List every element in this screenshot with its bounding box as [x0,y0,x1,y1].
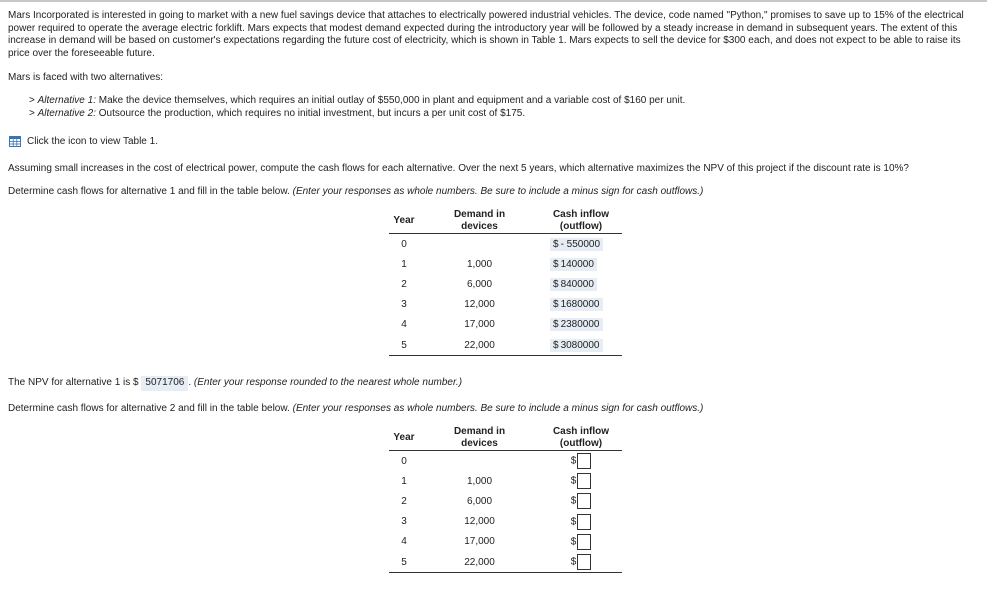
cash-input[interactable] [577,514,591,530]
dollar-sign: $ [570,516,577,528]
alternative-1-label: Alternative 1: [37,95,96,106]
cash-cell [540,335,622,356]
demand-cell [419,234,540,255]
table-row [389,274,622,294]
dollar-sign: $ [553,238,559,250]
alternative-2: > Alternative 2: Outsource the production, which requires no initial investment, but incurs a per unit cost of $175. [29,108,526,119]
cash-input[interactable] [577,493,591,509]
alternative-1: > Alternative 1: Make the device themselves, which requires an initial outlay of $550,000 in plant and equipment and a variable cost of $160 per unit. [29,95,686,106]
cash-cell [540,295,622,315]
cash-cell [540,274,622,294]
view-table-link[interactable] [9,135,158,147]
dollar-sign: $ [553,319,559,331]
cash-flow-table-alt1 [389,209,622,356]
instruction-alt2-main: Determine cash flows for alternative 2 and fill in the table below. [8,403,290,414]
cash-value: 1680000 [560,299,600,311]
cash-input[interactable] [577,473,591,489]
table-row [389,451,622,472]
dollar-sign: $ [570,536,577,548]
demand-cell: 12,000 [464,299,495,311]
table-row [389,512,622,532]
cash-input[interactable] [577,453,591,469]
table-row [389,491,622,511]
cash-value: 840000 [560,278,594,290]
year-header: Year [393,432,415,443]
cash-cell [540,532,622,552]
table-row [389,471,622,491]
cash-header [540,426,622,451]
dollar-sign: $ [553,278,559,290]
demand-header-line1: Demand in [453,209,506,220]
year-cell: 2 [401,495,407,507]
cash-cell [540,491,622,511]
cash-value: 140000 [560,258,594,270]
cash-cell [540,512,622,532]
view-table-text[interactable]: Click the icon to view Table 1. [27,135,158,147]
cash-cell [540,471,622,491]
demand-cell: 1,000 [466,475,493,487]
cash-answer[interactable] [550,238,603,251]
alternative-2-label: Alternative 2: [37,108,96,119]
cash-cell [540,254,622,274]
cash-header-line1: Cash inflow [552,426,610,437]
cash-flow-table-alt2 [389,426,622,573]
cash-answer[interactable] [550,339,603,352]
demand-cell: 17,000 [464,319,495,331]
instruction-alt1 [8,186,703,199]
dollar-sign: $ [570,455,577,467]
npv-alt1-note: (Enter your response rounded to the nearest whole number.) [193,377,463,388]
cash-header [540,209,622,234]
table-header-row [389,426,622,451]
alternatives-heading: Mars is faced with two alternatives: [8,72,164,83]
cash-answer[interactable] [550,278,597,291]
table-header-row [389,209,622,234]
demand-header-line1: Demand in [453,426,506,437]
demand-cell: 17,000 [464,536,495,548]
cash-cell [540,315,622,335]
year-cell: 3 [401,516,407,528]
problem-intro: Mars Incorporated is interested in going to market with a new fuel savings device that attaches to electrically powered industrial vehicles. The device, code named "Python," promises to save up to 15% of the electrical power required to operate the average electric forklift. Mars expects that modest demand expected during the introductory year will be followed by a steady increase in demand in subsequent years. The extent of this increase in demand will be based on customer's expectations regarding the future cost of electricity, which is shown in Table 1. Mars expects to sell the device for $300 each, and does not expect to be able to raise its price over the foreseeable future. [8,10,964,59]
table-row [389,552,622,573]
cash-input[interactable] [577,534,591,550]
top-border [0,0,987,2]
instruction-alt1-note: (Enter your responses as whole numbers. Be sure to include a minus sign for cash outflows.) [292,186,704,197]
table-row [389,234,622,255]
cash-cell [540,451,622,472]
demand-cell: 6,000 [466,278,493,290]
demand-header-line2: devices [461,438,498,449]
instruction-alt2-note: (Enter your responses as whole numbers. Be sure to include a minus sign for cash outflows.) [292,403,704,414]
instruction-alt1-main: Determine cash flows for alternative 1 and fill in the table below. [8,186,290,197]
demand-cell: 22,000 [464,556,495,568]
cash-answer[interactable] [550,298,603,311]
year-cell: 5 [401,339,407,351]
dollar-sign: $ [570,496,577,508]
cash-answer[interactable] [550,318,603,331]
dollar-sign: $ [553,339,559,351]
cash-answer[interactable] [550,258,597,271]
demand-header [419,426,540,451]
cash-input[interactable] [577,554,591,570]
npv-alt1-suffix: . [188,377,192,388]
table-grid-icon[interactable] [9,136,21,147]
table-row [389,532,622,552]
cash-value: 2380000 [560,319,600,331]
table-row [389,335,622,356]
table-row [389,295,622,315]
demand-cell: 22,000 [464,339,495,351]
table-row [389,254,622,274]
dollar-sign: $ [570,556,577,568]
year-cell: 1 [401,475,407,487]
year-cell: 1 [401,258,407,270]
cash-header-line2: (outflow) [559,438,603,449]
year-cell: 4 [401,319,407,331]
cash-header-line1: Cash inflow [552,209,610,220]
question-text: Assuming small increases in the cost of electrical power, compute the cash flows for each alternative. Over the next 5 years, which alternative maximizes the NPV of this project if the discount rate is 10%? [8,163,909,174]
year-cell: 0 [401,455,407,467]
cash-value: - 550000 [560,238,601,250]
cash-header-line2: (outflow) [559,221,603,232]
npv-alt1-answer[interactable]: 5071706 [141,376,188,391]
npv-alt1 [8,376,462,391]
instruction-alt2 [8,403,703,416]
demand-header-line2: devices [461,221,498,232]
cash-cell [540,234,622,255]
demand-cell [419,451,540,472]
year-cell: 2 [401,278,407,290]
npv-alt1-prefix: The NPV for alternative 1 is $ [8,377,139,388]
cash-value: 3080000 [560,339,600,351]
demand-cell: 1,000 [466,258,493,270]
table-row [389,315,622,335]
year-cell: 5 [401,556,407,568]
alternative-1-text: Make the device themselves, which requires an initial outlay of $550,000 in plant and equipment and a variable cost of $160 per unit. [98,95,686,106]
alternative-2-text: Outsource the production, which requires no initial investment, but incurs a per unit cost of $175. [98,108,526,119]
dollar-sign: $ [553,258,559,270]
dollar-sign: $ [553,299,559,311]
year-cell: 4 [401,536,407,548]
demand-cell: 12,000 [464,516,495,528]
cash-cell [540,552,622,573]
year-cell: 3 [401,299,407,311]
demand-header [419,209,540,234]
year-cell: 0 [401,238,407,250]
demand-cell: 6,000 [466,495,493,507]
year-header: Year [393,215,415,226]
dollar-sign: $ [570,475,577,487]
